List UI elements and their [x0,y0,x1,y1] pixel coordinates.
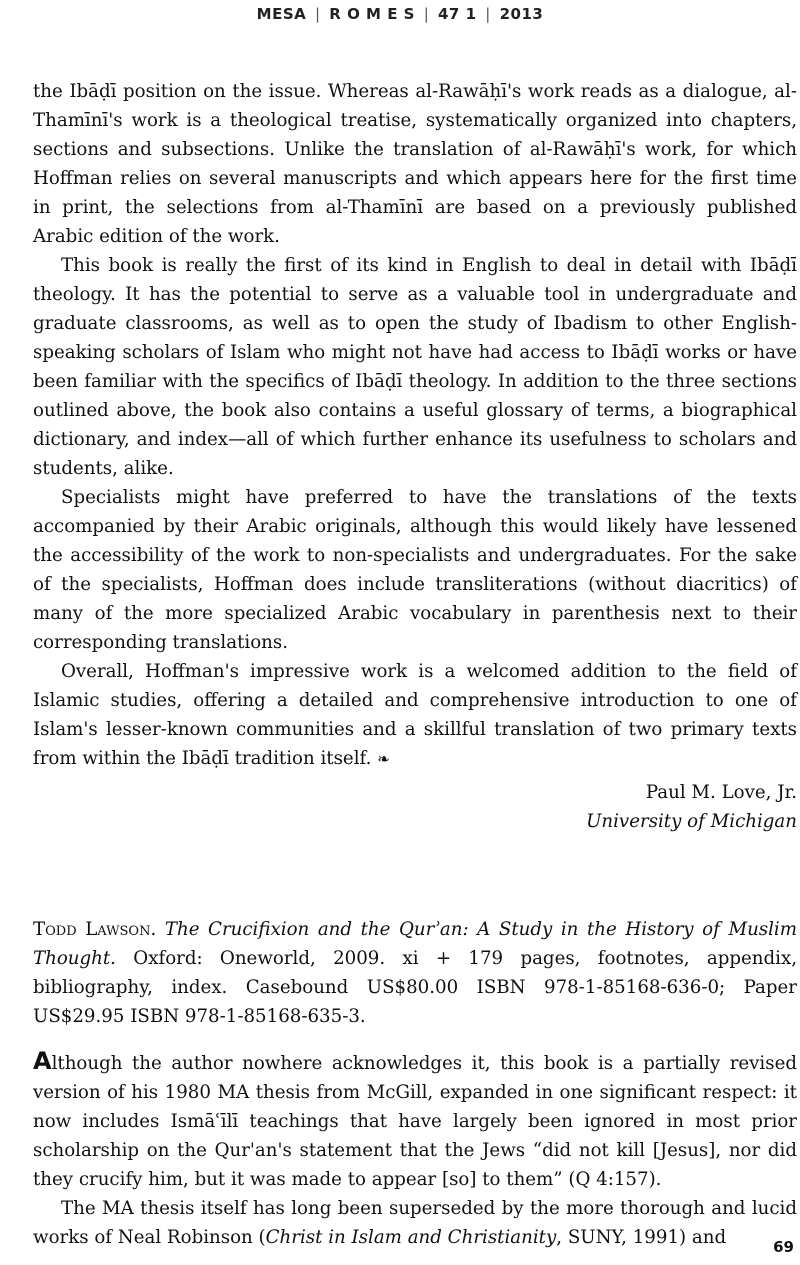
book-details: Oxford: Oneworld, 2009. xi + 179 pages, footnotes, appendix, bibliography, index. Casebound US$80.00 ISBN 978-1-85168-636-0; Paper US$29.95 ISBN 978-1-85168-635-3. [33,948,797,1027]
book-citation [33,915,797,1031]
page-number: 69 [773,1238,794,1256]
header-separator: | [485,5,491,23]
volume-issue: 47 1 [438,5,477,23]
drop-cap: A [33,1047,52,1075]
review-1-body [33,77,797,836]
header-separator: | [423,5,430,23]
review-2-paragraph-1-text: lthough the author nowhere acknowledges it, this book is a partially revised version of his 1980 MA thesis from McGill, expanded in one significant respect: it now includes Ismāʿīlī teachings that have largely been ignored in most prior scholarship on the Qur'an's statement that the Jews “did not kill [Jesus], nor did they crucify him, but it was made to appear [so] to them” (Q 4:157). [33,1053,797,1190]
book-title: The Crucifixion and the Qurʾan: A Study in the History of Muslim Thought. [33,919,797,969]
end-of-review-icon: ❧ [377,750,390,768]
journal-name: MESA [256,5,307,23]
year: 2013 [499,5,544,23]
review-1-paragraph-1: the Ibāḍī position on the issue. Whereas al-Rawāḥī's work reads as a dialogue, al-Thamīnī's work is a theological treatise, systematically organized into chapters, sections and subsections. Unlike the translation of al-Rawāḥī's work, for which Hoffman relies on several manuscripts and which appears here for the first time in print, the selections from al-Thamīnī are based on a previously published Arabic edition of the work. [33,81,797,247]
section-name: R O M E S [329,5,415,23]
review-1-paragraph-3: Specialists might have preferred to have the translations of the texts accompanied by their Arabic originals, although this would likely have lessened the accessibility of the work to non-specialists and undergraduates. For the sake of the specialists, Hoffman does include transliterations (without diacritics) of many of the more specialized Arabic vocabulary in parenthesis next to their corresponding translations. [33,487,797,653]
review-2-paragraph-2 [33,1194,797,1252]
review-2-paragraph-1 [33,1047,797,1194]
review-1-paragraph-4-text: Overall, Hoffman's impressive work is a welcomed addition to the field of Islamic studies, offering a detailed and comprehensive introduction to one of Islam's lesser-known communities and a skillful translation of two primary texts from within the Ibāḍī tradition itself. [33,661,797,769]
reviewer-name: Paul M. Love, Jr. [645,782,797,803]
running-header [0,0,800,28]
reviewer-affiliation: University of Michigan [586,811,797,832]
book-author: Todd Lawson. [33,919,157,940]
review-1-paragraph-4 [33,657,797,774]
review-2-paragraph-2-end: , SUNY, 1991) and [556,1227,727,1248]
review-2-paragraph-2-start: The MA thesis itself has long been superseded by the more thorough and lucid works of Neal Robinson ( [33,1198,797,1248]
review-2 [33,915,797,1252]
review-1-paragraph-2: This book is really the first of its kind in English to deal in detail with Ibāḍī theology. It has the potential to serve as a valuable tool in undergraduate and graduate classrooms, as well as to open the study of Ibadism to other English-speaking scholars of Islam who might not have had access to Ibāḍī works or have been familiar with the specifics of Ibāḍī theology. In addition to the three sections outlined above, the book also contains a useful glossary of terms, a biographical dictionary, and index—all of which further enhance its usefulness to scholars and students, alike. [33,255,797,479]
cited-book-title: Christ in Islam and Christianity [265,1227,557,1248]
header-separator: | [315,5,321,23]
